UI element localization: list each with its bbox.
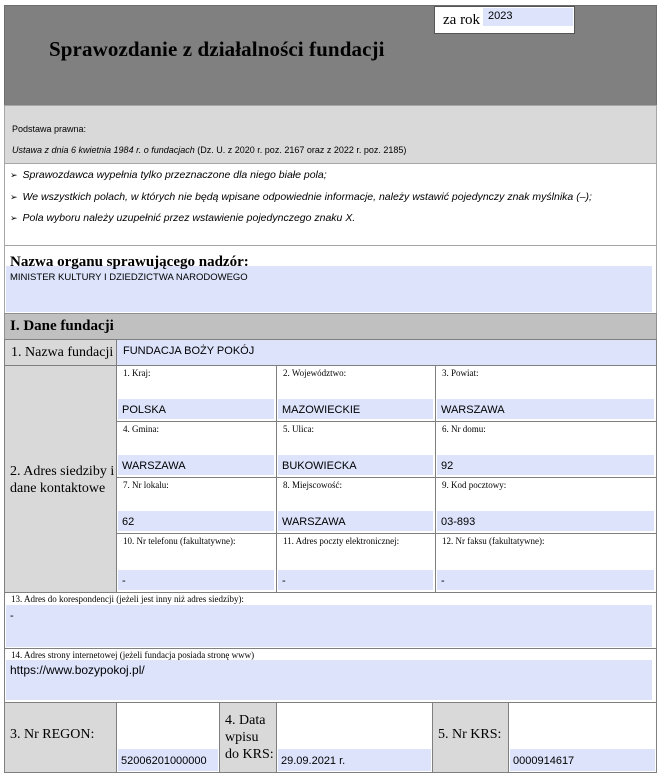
website-value: https://www.bozypokoj.pl/	[10, 663, 145, 677]
supervisor-value: MINISTER KULTURY I DZIEDZICTWA NARODOWEGO	[10, 272, 248, 283]
supervisor-input[interactable]	[6, 266, 652, 312]
field-label: 10. Nr telefonu (fakultatywne):	[123, 536, 236, 546]
address-field-county	[435, 365, 657, 422]
supervisor-label: Nazwa organu sprawującego nadzór:	[10, 254, 249, 270]
field-input[interactable]: MAZOWIECKIE	[278, 399, 433, 419]
website-section	[4, 648, 657, 703]
address-field-street	[276, 421, 436, 478]
website-label: 14. Adres strony internetowej (jeżeli fundacja posiada stronę www)	[11, 650, 255, 660]
field-input[interactable]: -	[278, 570, 433, 590]
address-field-country	[116, 365, 277, 422]
instruction-text: Pola wyboru należy uzupełnić przez wstawienie pojedynczego znaku X.	[22, 212, 356, 224]
instruction-item	[10, 169, 327, 181]
arrow-bullet-icon: ➢	[10, 192, 18, 202]
website-input[interactable]	[6, 660, 652, 700]
field-input[interactable]: 03-893	[437, 511, 654, 531]
section-header	[4, 313, 657, 340]
instruction-item	[10, 212, 355, 224]
field-label: 6. Nr domu:	[442, 424, 486, 434]
field-label: 5. Ulica:	[283, 424, 314, 434]
correspondence-address-value: -	[10, 610, 14, 622]
year-box	[434, 6, 575, 34]
legal-basis-band	[4, 105, 657, 164]
address-label: 2. Adres siedziby i dane kontaktowe	[10, 464, 115, 496]
address-field-apartment	[116, 477, 277, 534]
legal-basis-label: Podstawa prawna:	[12, 124, 87, 134]
foundation-name-value: FUNDACJA BOŻY POKÓJ	[123, 345, 255, 357]
field-input[interactable]: WARSZAWA	[437, 399, 654, 419]
krs-date-label: 4. Data wpisu do KRS:	[225, 713, 274, 762]
field-label: 8. Miejscowość:	[283, 480, 342, 490]
address-field-city	[276, 477, 436, 534]
foundation-name-label-cell	[4, 339, 117, 366]
arrow-bullet-icon: ➢	[10, 213, 18, 223]
address-field-commune	[116, 421, 277, 478]
field-label: 7. Nr lokalu:	[123, 480, 169, 490]
krs-date-input[interactable]: 29.09.2021 r.	[278, 749, 431, 771]
page-title: Sprawozdanie z działalności fundacji	[49, 37, 385, 61]
field-input[interactable]: 92	[437, 455, 654, 475]
field-input[interactable]: 62	[118, 511, 274, 531]
instruction-item	[10, 191, 592, 203]
field-label: 12. Nr faksu (fakultatywne):	[442, 536, 545, 546]
correspondence-address-label: 13. Adres do korespondencji (jeżeli jest inny niż adres siedziby):	[11, 594, 244, 604]
address-field-postal-code	[435, 477, 657, 534]
field-label: 2. Województwo:	[283, 368, 347, 378]
correspondence-address-section	[4, 592, 657, 649]
regon-label-cell	[4, 702, 117, 773]
regon-input[interactable]: 52006201000000	[118, 749, 218, 771]
krs-input[interactable]: 0000914617	[510, 749, 655, 771]
legal-act-reference: (Dz. U. z 2020 r. poz. 2167 oraz z 2022 r. poz. 2185)	[194, 145, 407, 155]
legal-act-name: Ustawa z dnia 6 kwietnia 1984 r. o fundacjach	[12, 145, 195, 155]
regon-label: 3. Nr REGON:	[10, 727, 95, 742]
address-field-fax	[435, 533, 657, 593]
krs-date-cell	[276, 702, 433, 773]
field-label: 11. Adres poczty elektronicznej:	[283, 536, 400, 546]
instruction-text: Sprawozdawca wypełnia tylko przeznaczone dla niego białe pola;	[22, 169, 327, 181]
field-input[interactable]: BUKOWIECKA	[278, 455, 433, 475]
krs-cell	[508, 702, 657, 773]
address-field-house-number	[435, 421, 657, 478]
field-label: 1. Kraj:	[123, 368, 151, 378]
instruction-text: We wszystkich polach, w których nie będą wpisane odpowiednie informacje, należy wstawić pojedynczy znak myślnika (–);	[22, 191, 592, 203]
foundation-name-label: 1. Nazwa fundacji	[11, 345, 114, 360]
field-input[interactable]: WARSZAWA	[278, 511, 433, 531]
instructions-box	[4, 163, 657, 246]
supervisor-section	[4, 245, 657, 314]
legal-basis-text	[12, 145, 406, 155]
year-input[interactable]: 2023	[483, 8, 573, 26]
section-title: I. Dane fundacji	[10, 318, 114, 334]
field-input[interactable]: POLSKA	[118, 399, 274, 419]
regon-cell	[116, 702, 220, 773]
field-label: 4. Gmina:	[123, 424, 159, 434]
address-label-cell	[4, 365, 117, 593]
krs-label-cell	[432, 702, 509, 773]
address-field-email	[276, 533, 436, 593]
arrow-bullet-icon: ➢	[10, 170, 18, 180]
field-label: 3. Powiat:	[442, 368, 479, 378]
address-field-phone	[116, 533, 277, 593]
field-input[interactable]: -	[437, 570, 654, 590]
field-label: 9. Kod pocztowy:	[442, 480, 507, 490]
field-input[interactable]: WARSZAWA	[118, 455, 274, 475]
krs-label: 5. Nr KRS:	[438, 727, 502, 742]
krs-date-label-cell	[219, 702, 277, 773]
address-field-voivodeship	[276, 365, 436, 422]
foundation-name-input[interactable]	[116, 339, 657, 366]
year-label: za rok	[443, 12, 481, 28]
correspondence-address-input[interactable]	[6, 605, 652, 647]
field-input[interactable]: -	[118, 570, 274, 590]
